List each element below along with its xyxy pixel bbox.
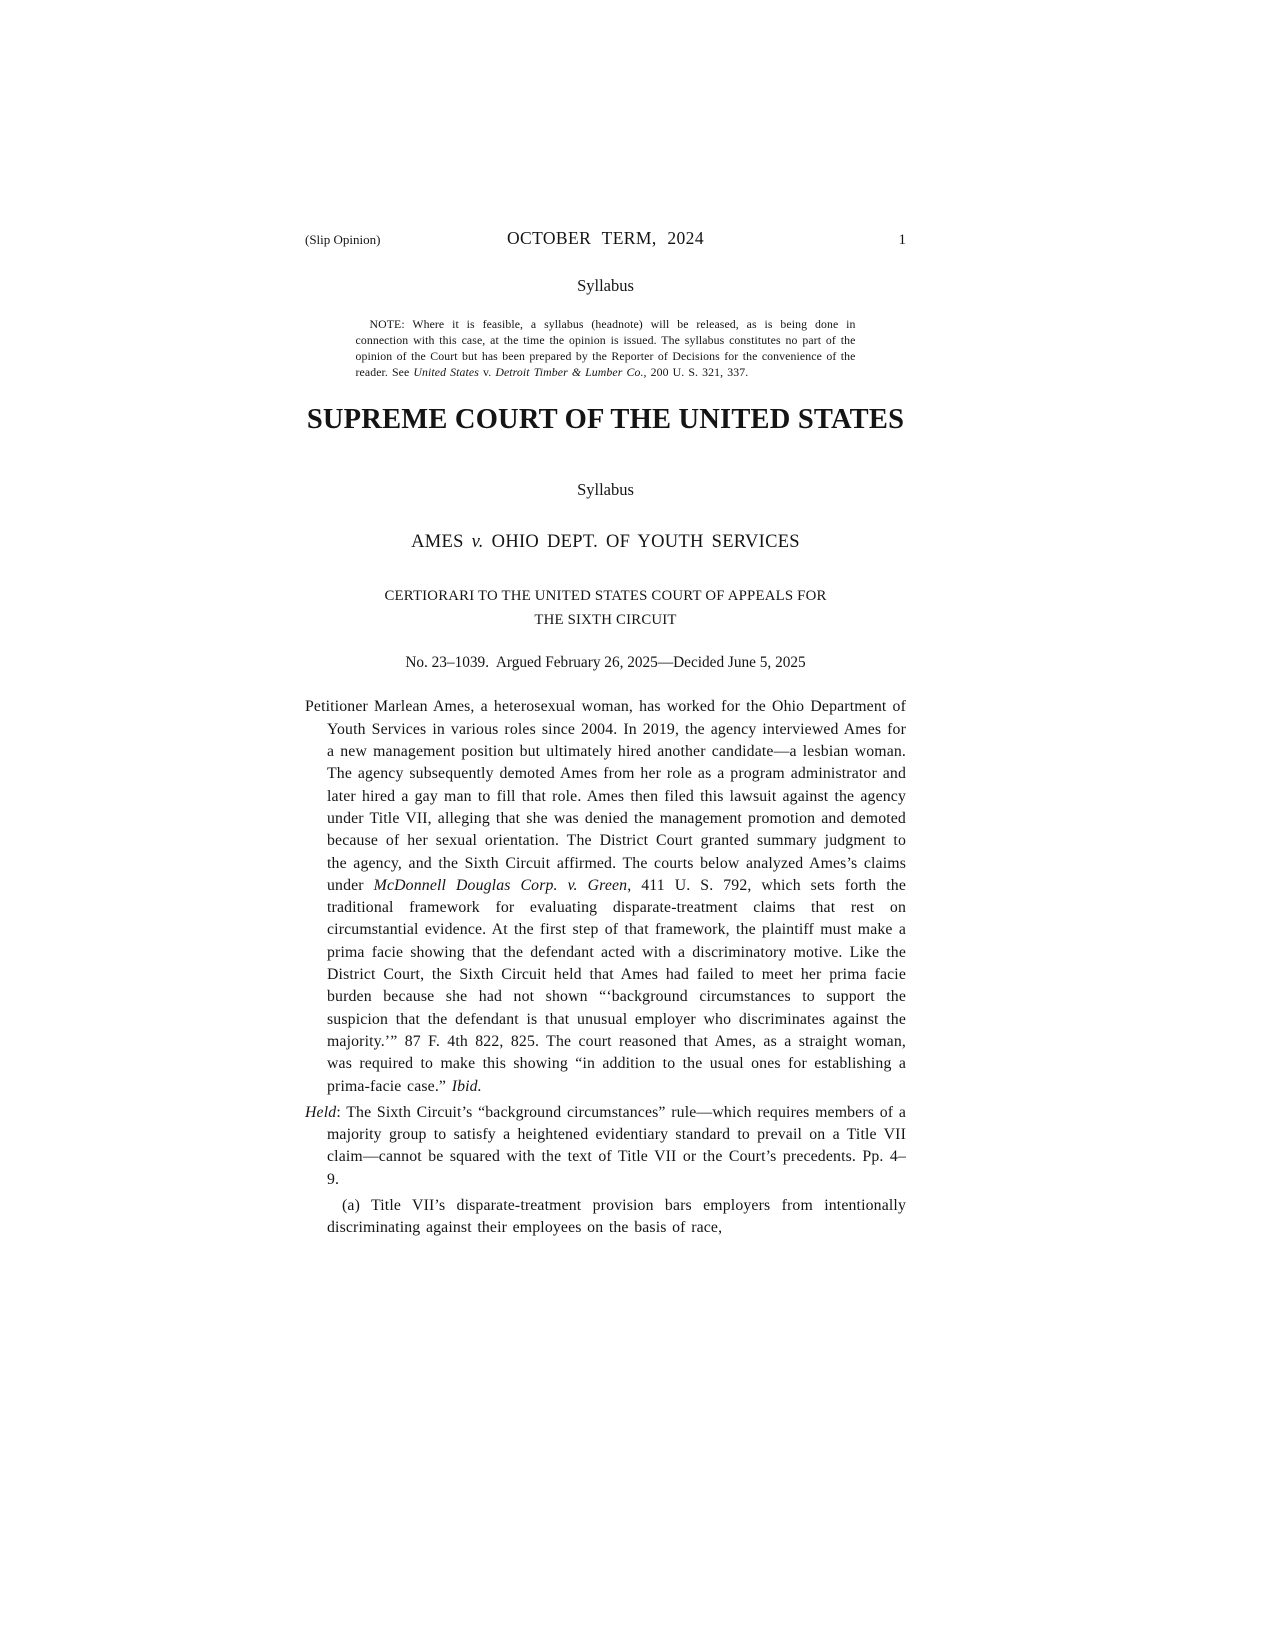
certiorari-heading [305, 585, 906, 632]
court-title: SUPREME COURT OF THE UNITED STATES [306, 404, 905, 436]
note-case-name-1: United States [413, 365, 479, 380]
document-page [305, 228, 906, 1240]
docket-line: No. 23–1039. Argued February 26, 2025—Decided June 5, 2025 [405, 654, 806, 672]
syllabus-heading-mid: Syllabus [577, 480, 634, 500]
versus-label: v. [471, 532, 484, 553]
held-text: : The Sixth Circuit’s “background circumstances” rule—which requires members of a majority group to satisfy a heightened evidentiary standard to prevail on a Title VII claim—cannot be squared with the text of Title VII or the Court’s precedents. Pp. 4–9. [327, 1103, 906, 1188]
syllabus-body [305, 696, 906, 1239]
paragraph-text: Petitioner Marlean Ames, a heterosexual woman, has worked for the Ohio Department of Youth Services in various roles since 2004. In 2019, the agency interviewed Ames for a new management position but ultimately hired another candidate—a lesbian woman. The agency subsequently demoted Ames from her role as a program administrator and later hired a gay man to fill that role. Ames then filed this lawsuit against the agency under Title VII, alleging that she was denied the management promotion and demoted because of her sexual orientation. The District Court granted summary judgment to the agency, and the Sixth Circuit affirmed. The courts below analyzed Ames’s claims under [305, 698, 906, 894]
case-title [305, 532, 906, 553]
held-label: Held [305, 1103, 337, 1121]
syllabus-heading-top: Syllabus [577, 276, 634, 295]
certiorari-line-2: THE SIXTH CIRCUIT [534, 611, 677, 628]
note-case-name-2: Detroit Timber & Lumber Co., [495, 365, 647, 380]
respondent-name: OHIO DEPT. OF YOUTH SERVICES [491, 532, 800, 553]
subparagraph-a: (a) Title VII’s disparate-treatment provision bars employers from intentionally discriminating against their employees on the basis of race, [327, 1197, 906, 1237]
note-versus: v. [478, 365, 496, 380]
cited-case-name: McDonnell Douglas Corp. v. Green [373, 876, 628, 894]
syllabus-paragraph [305, 696, 906, 1097]
note-text-lead: NOTE: Where it is feasible, a syllabus (headnote) will be released, as is being done in connection with this case, at the time the opinion is issued. The syllabus constitutes no part of the opinion of the Court but has been prepared by the Reporter of Decisions for the convenience of the reader. See [355, 317, 856, 380]
held-paragraph [305, 1102, 906, 1191]
petitioner-name: AMES [411, 532, 464, 553]
note-citation: 200 U. S. 321, 337. [646, 365, 749, 380]
page-header [305, 228, 906, 249]
term-title: OCTOBER TERM, 2024 [507, 228, 704, 248]
ibid-reference: Ibid. [451, 1077, 482, 1095]
paragraph-text-continued: , 411 U. S. 792, which sets forth the traditional framework for evaluating disparate-treatment claims that rest on circumstantial evidence. At the first step of that framework, the plaintiff must make a prima facie showing that the defendant acted with a discriminatory motive. Like the District Court, the Sixth Circuit held that Ames had failed to meet her prima facie burden because she had not shown “‘background circumstances to support the suspicion that the defendant is that unusual employer who discriminates against the majority.’” 87 F. 4th 822, 825. The court reasoned that Ames, as a straight woman, was required to make this showing “in addition to the usual ones for establishing a prima-facie case.” [327, 876, 906, 1095]
reporter-note [356, 316, 856, 380]
slip-opinion-label: (Slip Opinion) [305, 232, 381, 247]
certiorari-line-1: CERTIORARI TO THE UNITED STATES COURT OF APPEALS FOR [384, 588, 827, 605]
page-number: 1 [898, 232, 906, 248]
